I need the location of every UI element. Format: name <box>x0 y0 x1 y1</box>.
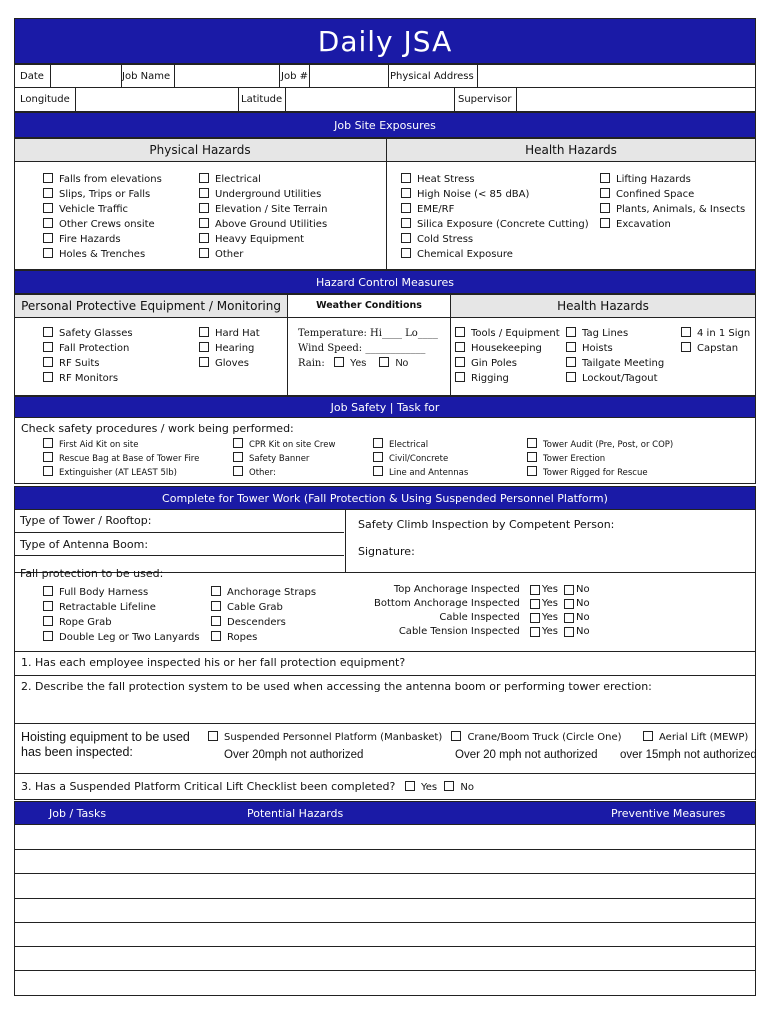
fall-protection-item <box>43 615 200 630</box>
physical-hazard-checkbox[interactable] <box>43 248 53 258</box>
inspection-yes-checkbox[interactable] <box>530 613 540 623</box>
physical-hazard-label: Electrical <box>215 174 261 185</box>
hoist-platform-checkbox[interactable] <box>208 731 218 741</box>
health-hazard-item <box>401 202 589 217</box>
date-field[interactable] <box>51 65 121 87</box>
longitude-field[interactable] <box>76 88 238 110</box>
safety-procedure-item <box>43 438 199 452</box>
inspection-no-checkbox[interactable] <box>564 627 574 637</box>
control-health-item <box>455 341 560 356</box>
control-health-checkbox[interactable] <box>455 327 465 337</box>
inspection-no-label: No <box>576 598 590 609</box>
inspection-no-checkbox[interactable] <box>564 599 574 609</box>
physical-hazard-item <box>199 247 327 262</box>
safety-procedure-label: Electrical <box>389 440 429 450</box>
control-health-checkbox[interactable] <box>566 357 576 367</box>
safety-procedure-checkbox[interactable] <box>527 438 537 448</box>
hoist-crane-checkbox[interactable] <box>451 731 461 741</box>
health-hazard-item <box>401 247 589 262</box>
temperature-field[interactable]: Temperature: Hi____ Lo____ <box>298 328 438 339</box>
safety-heading: Job Safety | Task for <box>14 396 756 418</box>
tower-heading: Complete for Tower Work (Fall Protection & Using Suspended Personnel Platform) <box>14 486 756 510</box>
inspection-row <box>365 625 590 639</box>
physical-hazard-item <box>199 187 327 202</box>
inspection-yes-label: Yes <box>541 612 558 623</box>
hoisting-label-line1: Hoisting equipment to be used <box>21 730 190 744</box>
health-hazard-checkbox[interactable] <box>401 188 411 198</box>
control-health-checkbox[interactable] <box>566 342 576 352</box>
fall-protection-checkbox[interactable] <box>211 586 221 596</box>
control-health-label: Hoists <box>582 343 613 354</box>
fall-protection-label: Double Leg or Two Lanyards <box>59 632 200 643</box>
ppe-label: Fall Protection <box>59 343 130 354</box>
job-name-field[interactable] <box>175 65 279 87</box>
physical-hazards-col2 <box>199 172 327 262</box>
physical-hazard-label: Falls from elevations <box>59 174 162 185</box>
wind-speed-field[interactable]: Wind Speed: ____________ <box>298 343 426 354</box>
safety-procedure-label: Tower Audit (Pre, Post, or COP) <box>543 440 674 450</box>
question-1[interactable]: 1. Has each employee inspected his or her fall protection equipment? <box>14 652 756 676</box>
inspection-no-label: No <box>576 626 590 637</box>
controls-health-col3 <box>681 326 750 356</box>
control-health-item <box>566 326 664 341</box>
safety-climb-label[interactable]: Safety Climb Inspection by Competent Person: <box>358 518 615 531</box>
control-health-checkbox[interactable] <box>566 372 576 382</box>
inspection-label: Top Anchorage Inspected <box>393 584 520 595</box>
physical-hazard-checkbox[interactable] <box>199 188 209 198</box>
health-hazard-checkbox[interactable] <box>401 218 411 228</box>
ppe-label: RF Monitors <box>59 373 119 384</box>
tower-body <box>14 510 756 652</box>
safety-body <box>14 418 756 484</box>
health-hazard-checkbox[interactable] <box>600 218 610 228</box>
physical-hazard-checkbox[interactable] <box>199 248 209 258</box>
inspection-no-label: No <box>576 584 590 595</box>
ppe-checkbox[interactable] <box>43 372 53 382</box>
control-health-label: Capstan <box>697 343 739 354</box>
inspection-no-checkbox[interactable] <box>564 585 574 595</box>
health-hazard-item <box>600 217 745 232</box>
physical-hazard-checkbox[interactable] <box>199 218 209 228</box>
q3-no-checkbox[interactable] <box>444 781 454 791</box>
safety-procedure-item <box>527 466 673 480</box>
hoist-option-platform <box>208 731 622 743</box>
rain-no-label: No <box>395 358 409 369</box>
physical-hazard-label: Elevation / Site Terrain <box>215 204 328 215</box>
fall-protection-label: Full Body Harness <box>59 587 149 598</box>
safety-procedure-checkbox[interactable] <box>43 466 53 476</box>
fall-protection-item <box>43 630 200 645</box>
inspection-label: Cable Tension Inspected <box>398 626 520 637</box>
health-hazard-checkbox[interactable] <box>401 233 411 243</box>
fall-protection-col1 <box>43 585 200 645</box>
col-potential-hazards: Potential Hazards <box>247 807 344 820</box>
physical-hazard-item <box>43 247 162 262</box>
safety-procedure-label: First Aid Kit on site <box>59 440 139 450</box>
safety-col3 <box>373 438 468 480</box>
physical-hazard-checkbox[interactable] <box>199 233 209 243</box>
page-title: Daily JSA <box>317 25 453 58</box>
control-health-item <box>566 356 664 371</box>
ppe-item <box>43 341 133 356</box>
hoist-crane-label: Crane/Boom Truck (Circle One) <box>467 732 622 743</box>
safety-procedure-label: CPR Kit on site Crew <box>249 440 336 450</box>
health-hazard-item <box>600 172 745 187</box>
ppe-col1 <box>43 326 133 386</box>
hoist-note-aerial: over 15mph not authorized <box>620 749 757 761</box>
hoist-aerial-checkbox[interactable] <box>643 731 653 741</box>
safety-procedure-checkbox[interactable] <box>233 466 243 476</box>
health-hazard-item <box>401 187 589 202</box>
controls-body <box>14 318 756 396</box>
safety-procedure-label: Tower Rigged for Rescue <box>543 468 648 478</box>
safety-procedure-checkbox[interactable] <box>233 438 243 448</box>
control-health-checkbox[interactable] <box>681 342 691 352</box>
health-hazard-label: Confined Space <box>616 189 695 200</box>
hoist-note-platform: Over 20mph not authorized <box>224 749 364 761</box>
header-row-1 <box>14 64 756 88</box>
health-hazard-item <box>401 217 589 232</box>
question-3-row <box>14 774 756 800</box>
safety-procedure-item <box>233 452 335 466</box>
weather-fields <box>298 326 438 371</box>
header-row-2 <box>14 88 756 112</box>
rain-row <box>298 356 438 371</box>
ppe-col2 <box>199 326 260 371</box>
q3-yes-checkbox[interactable] <box>405 781 415 791</box>
ppe-item <box>43 371 133 386</box>
question-3: 3. Has a Suspended Platform Critical Lift Checklist been completed? <box>21 780 396 793</box>
inspection-row <box>365 597 590 611</box>
inspection-row <box>365 611 590 625</box>
safety-procedure-checkbox[interactable] <box>233 452 243 462</box>
health-hazard-label: Plants, Animals, & Insects <box>616 204 746 215</box>
col-job-tasks: Job / Tasks <box>49 807 107 820</box>
control-health-item <box>455 356 560 371</box>
physical-hazard-checkbox[interactable] <box>43 218 53 228</box>
control-health-label: Rigging <box>471 373 509 384</box>
date-label: Date <box>20 71 44 82</box>
fall-protection-item <box>211 585 316 600</box>
control-health-label: Gin Poles <box>471 358 517 369</box>
safety-procedure-item <box>233 466 335 480</box>
ppe-title: Personal Protective Equipment / Monitoring <box>21 299 281 313</box>
inspection-yes-checkbox[interactable] <box>530 627 540 637</box>
physical-address-label: Physical Address <box>390 71 474 82</box>
health-hazard-checkbox[interactable] <box>401 173 411 183</box>
ppe-label: Gloves <box>215 358 249 369</box>
safety-procedure-item <box>373 438 468 452</box>
fall-protection-checkbox[interactable] <box>43 616 53 626</box>
health-hazard-label: Cold Stress <box>417 234 474 245</box>
fall-protection-label: Retractable Lifeline <box>59 602 156 613</box>
health-hazards-col2 <box>600 172 745 232</box>
health-hazard-item <box>600 187 745 202</box>
physical-hazard-item <box>43 187 162 202</box>
control-health-checkbox[interactable] <box>455 342 465 352</box>
question-3-options <box>405 781 474 793</box>
fall-protection-label: Cable Grab <box>227 602 283 613</box>
fall-protection-item <box>43 600 200 615</box>
ppe-label: RF Suits <box>59 358 100 369</box>
control-health-checkbox[interactable] <box>566 327 576 337</box>
health-hazards-col1 <box>401 172 589 262</box>
inspection-yes-checkbox[interactable] <box>530 585 540 595</box>
safety-procedure-item <box>527 452 673 466</box>
physical-hazard-item <box>199 217 327 232</box>
safety-procedure-item <box>233 438 335 452</box>
controls-subheader <box>14 294 756 318</box>
q3-yes-label: Yes <box>421 782 438 793</box>
ppe-label: Hearing <box>215 343 255 354</box>
health-hazards-title: Health Hazards <box>525 143 617 157</box>
physical-hazard-label: Vehicle Traffic <box>59 204 128 215</box>
supervisor-field[interactable] <box>517 88 755 110</box>
physical-hazard-checkbox[interactable] <box>43 173 53 183</box>
health-hazard-label: Excavation <box>616 219 671 230</box>
safety-procedure-item <box>373 452 468 466</box>
control-health-checkbox[interactable] <box>455 357 465 367</box>
health-hazard-label: EME/RF <box>417 204 455 215</box>
fall-protection-checkbox[interactable] <box>211 631 221 641</box>
ppe-checkbox[interactable] <box>43 357 53 367</box>
control-health-checkbox[interactable] <box>455 372 465 382</box>
physical-hazards-title: Physical Hazards <box>149 143 251 157</box>
latitude-label: Latitude <box>241 94 283 105</box>
inspection-no-checkbox[interactable] <box>564 613 574 623</box>
hoist-platform-label: Suspended Personnel Platform (Manbasket) <box>224 732 443 743</box>
health-hazard-checkbox[interactable] <box>600 188 610 198</box>
safety-procedure-checkbox[interactable] <box>527 452 537 462</box>
fall-protection-label: Rope Grab <box>59 617 112 628</box>
hoist-aerial-label: Aerial Lift (MEWP) <box>659 732 749 743</box>
physical-hazards-col1 <box>43 172 162 262</box>
physical-hazard-label: Above Ground Utilities <box>215 219 328 230</box>
safety-procedure-item <box>527 438 673 452</box>
ppe-label: Safety Glasses <box>59 328 133 339</box>
physical-hazard-item <box>43 172 162 187</box>
ppe-checkbox[interactable] <box>199 342 209 352</box>
control-health-label: Tools / Equipment <box>471 328 560 339</box>
ppe-item <box>199 341 260 356</box>
controls-health-title: Health Hazards <box>557 299 649 313</box>
col-preventive-measures: Preventive Measures <box>611 807 726 820</box>
physical-hazard-item <box>199 172 327 187</box>
inspection-label: Bottom Anchorage Inspected <box>374 598 520 609</box>
ppe-item <box>43 356 133 371</box>
control-health-label: Lockout/Tagout <box>582 373 658 384</box>
health-hazard-label: Lifting Hazards <box>616 174 691 185</box>
ppe-checkbox[interactable] <box>199 357 209 367</box>
safety-col1 <box>43 438 199 480</box>
type-of-tower-label[interactable]: Type of Tower / Rooftop: <box>20 514 152 527</box>
hoist-note-crane: Over 20 mph not authorized <box>455 749 598 761</box>
safety-col2 <box>233 438 335 480</box>
ppe-checkbox[interactable] <box>43 327 53 337</box>
rain-yes-label: Yes <box>349 358 367 369</box>
exposures-heading: Job Site Exposures <box>14 112 756 138</box>
title-banner <box>14 18 756 64</box>
physical-hazard-label: Fire Hazards <box>59 234 121 245</box>
health-hazard-checkbox[interactable] <box>401 248 411 258</box>
health-hazard-checkbox[interactable] <box>600 173 610 183</box>
physical-hazard-label: Underground Utilities <box>215 189 322 200</box>
inspections-list <box>365 583 590 639</box>
safety-procedure-checkbox[interactable] <box>373 438 383 448</box>
fall-protection-item <box>211 630 316 645</box>
physical-hazard-item <box>199 232 327 247</box>
inspection-row <box>365 583 590 597</box>
control-health-label: 4 in 1 Sign <box>697 328 751 339</box>
ppe-item <box>199 326 260 341</box>
safety-procedure-item <box>43 466 199 480</box>
safety-prompt: Check safety procedures / work being performed: <box>21 422 294 435</box>
safety-procedure-checkbox[interactable] <box>43 452 53 462</box>
control-health-label: Housekeeping <box>471 343 542 354</box>
inspection-label: Cable Inspected <box>439 612 520 623</box>
ppe-item <box>199 356 260 371</box>
health-hazard-label: Silica Exposure (Concrete Cutting) <box>417 219 589 230</box>
fall-protection-checkbox[interactable] <box>43 631 53 641</box>
control-health-item <box>566 371 664 386</box>
safety-col4 <box>527 438 673 480</box>
physical-hazard-label: Other Crews onsite <box>59 219 155 230</box>
inspection-yes-checkbox[interactable] <box>530 599 540 609</box>
control-health-item <box>681 326 750 341</box>
physical-hazard-label: Slips, Trips or Falls <box>59 189 151 200</box>
controls-heading: Hazard Control Measures <box>14 270 756 294</box>
physical-hazard-item <box>43 202 162 217</box>
rain-no-checkbox[interactable] <box>379 357 389 367</box>
exposures-subheader <box>14 138 756 162</box>
safety-procedure-checkbox[interactable] <box>373 466 383 476</box>
safety-procedure-label: Other: <box>249 468 276 478</box>
fall-protection-item <box>43 585 200 600</box>
q3-no-label: No <box>460 782 474 793</box>
fall-protection-checkbox[interactable] <box>43 601 53 611</box>
physical-hazard-checkbox[interactable] <box>43 188 53 198</box>
ppe-checkbox[interactable] <box>43 342 53 352</box>
safety-procedure-item <box>43 452 199 466</box>
supervisor-label: Supervisor <box>458 94 512 105</box>
type-of-boom-label[interactable]: Type of Antenna Boom: <box>20 538 149 551</box>
fall-protection-checkbox[interactable] <box>211 616 221 626</box>
fall-protection-checkbox[interactable] <box>43 586 53 596</box>
controls-health-col1 <box>455 326 560 386</box>
control-health-label: Tag Lines <box>582 328 629 339</box>
controls-health-col2 <box>566 326 664 386</box>
hoist-option-aerial <box>643 731 748 743</box>
inspection-yes-label: Yes <box>541 626 558 637</box>
ppe-label: Hard Hat <box>215 328 260 339</box>
physical-hazard-label: Holes & Trenches <box>59 249 146 260</box>
hoisting-label-line2: has been inspected: <box>21 745 133 759</box>
hoisting-label <box>21 730 190 760</box>
health-hazard-checkbox[interactable] <box>600 203 610 213</box>
physical-hazard-item <box>43 232 162 247</box>
job-number-field[interactable] <box>310 65 388 87</box>
physical-hazard-checkbox[interactable] <box>43 203 53 213</box>
fall-protection-checkbox[interactable] <box>211 601 221 611</box>
fall-protection-label: Fall protection to be used: <box>20 567 164 580</box>
safety-procedure-label: Tower Erection <box>543 454 606 464</box>
physical-hazard-item <box>43 217 162 232</box>
physical-hazard-checkbox[interactable] <box>43 233 53 243</box>
safety-procedure-label: Line and Antennas <box>389 468 469 478</box>
fall-protection-col2 <box>211 585 316 645</box>
safety-procedure-checkbox[interactable] <box>373 452 383 462</box>
fall-protection-label: Ropes <box>227 632 258 643</box>
health-hazard-checkbox[interactable] <box>401 203 411 213</box>
health-hazard-label: Heat Stress <box>417 174 475 185</box>
fall-protection-label: Descenders <box>227 617 286 628</box>
health-hazard-item <box>401 172 589 187</box>
ppe-checkbox[interactable] <box>199 327 209 337</box>
rain-label: Rain: <box>298 358 325 369</box>
safety-procedure-item <box>373 466 468 480</box>
latitude-field[interactable] <box>286 88 454 110</box>
safety-procedure-label: Rescue Bag at Base of Tower Fire <box>59 454 200 464</box>
signature-label[interactable]: Signature: <box>358 545 415 558</box>
physical-hazard-item <box>199 202 327 217</box>
control-health-item <box>566 341 664 356</box>
fall-protection-label: Anchorage Straps <box>227 587 317 598</box>
job-number-label: Job # <box>281 71 308 82</box>
inspection-yes-label: Yes <box>541 598 558 609</box>
exposures-body <box>14 162 756 270</box>
safety-procedure-checkbox[interactable] <box>527 466 537 476</box>
safety-procedure-label: Safety Banner <box>249 454 310 464</box>
fall-protection-item <box>211 600 316 615</box>
tasks-table-header <box>14 801 756 825</box>
inspection-no-label: No <box>576 612 590 623</box>
fall-protection-item <box>211 615 316 630</box>
physical-address-field[interactable] <box>478 65 755 87</box>
health-hazard-label: High Noise (< 85 dBA) <box>417 189 530 200</box>
health-hazard-item <box>600 202 745 217</box>
question-2[interactable]: 2. Describe the fall protection system to be used when accessing the antenna boom or performing tower erection: <box>14 676 756 724</box>
control-health-item <box>455 371 560 386</box>
physical-hazard-label: Heavy Equipment <box>215 234 305 245</box>
longitude-label: Longitude <box>20 94 70 105</box>
tasks-table-body <box>14 825 756 996</box>
control-health-checkbox[interactable] <box>681 327 691 337</box>
weather-title: Weather Conditions <box>288 295 450 317</box>
physical-hazard-checkbox[interactable] <box>199 173 209 183</box>
job-name-label: Job Name <box>122 71 171 82</box>
rain-yes-checkbox[interactable] <box>334 357 344 367</box>
safety-procedure-label: Civil/Concrete <box>389 454 449 464</box>
inspection-yes-label: Yes <box>541 584 558 595</box>
hoisting-row <box>14 724 756 774</box>
ppe-item <box>43 326 133 341</box>
control-health-label: Tailgate Meeting <box>582 358 665 369</box>
control-health-item <box>455 326 560 341</box>
physical-hazard-checkbox[interactable] <box>199 203 209 213</box>
health-hazard-label: Chemical Exposure <box>417 249 513 260</box>
safety-procedure-label: Extinguisher (AT LEAST 5lb) <box>59 468 177 478</box>
physical-hazard-label: Other <box>215 249 244 260</box>
health-hazard-item <box>401 232 589 247</box>
safety-procedure-checkbox[interactable] <box>43 438 53 448</box>
control-health-item <box>681 341 750 356</box>
